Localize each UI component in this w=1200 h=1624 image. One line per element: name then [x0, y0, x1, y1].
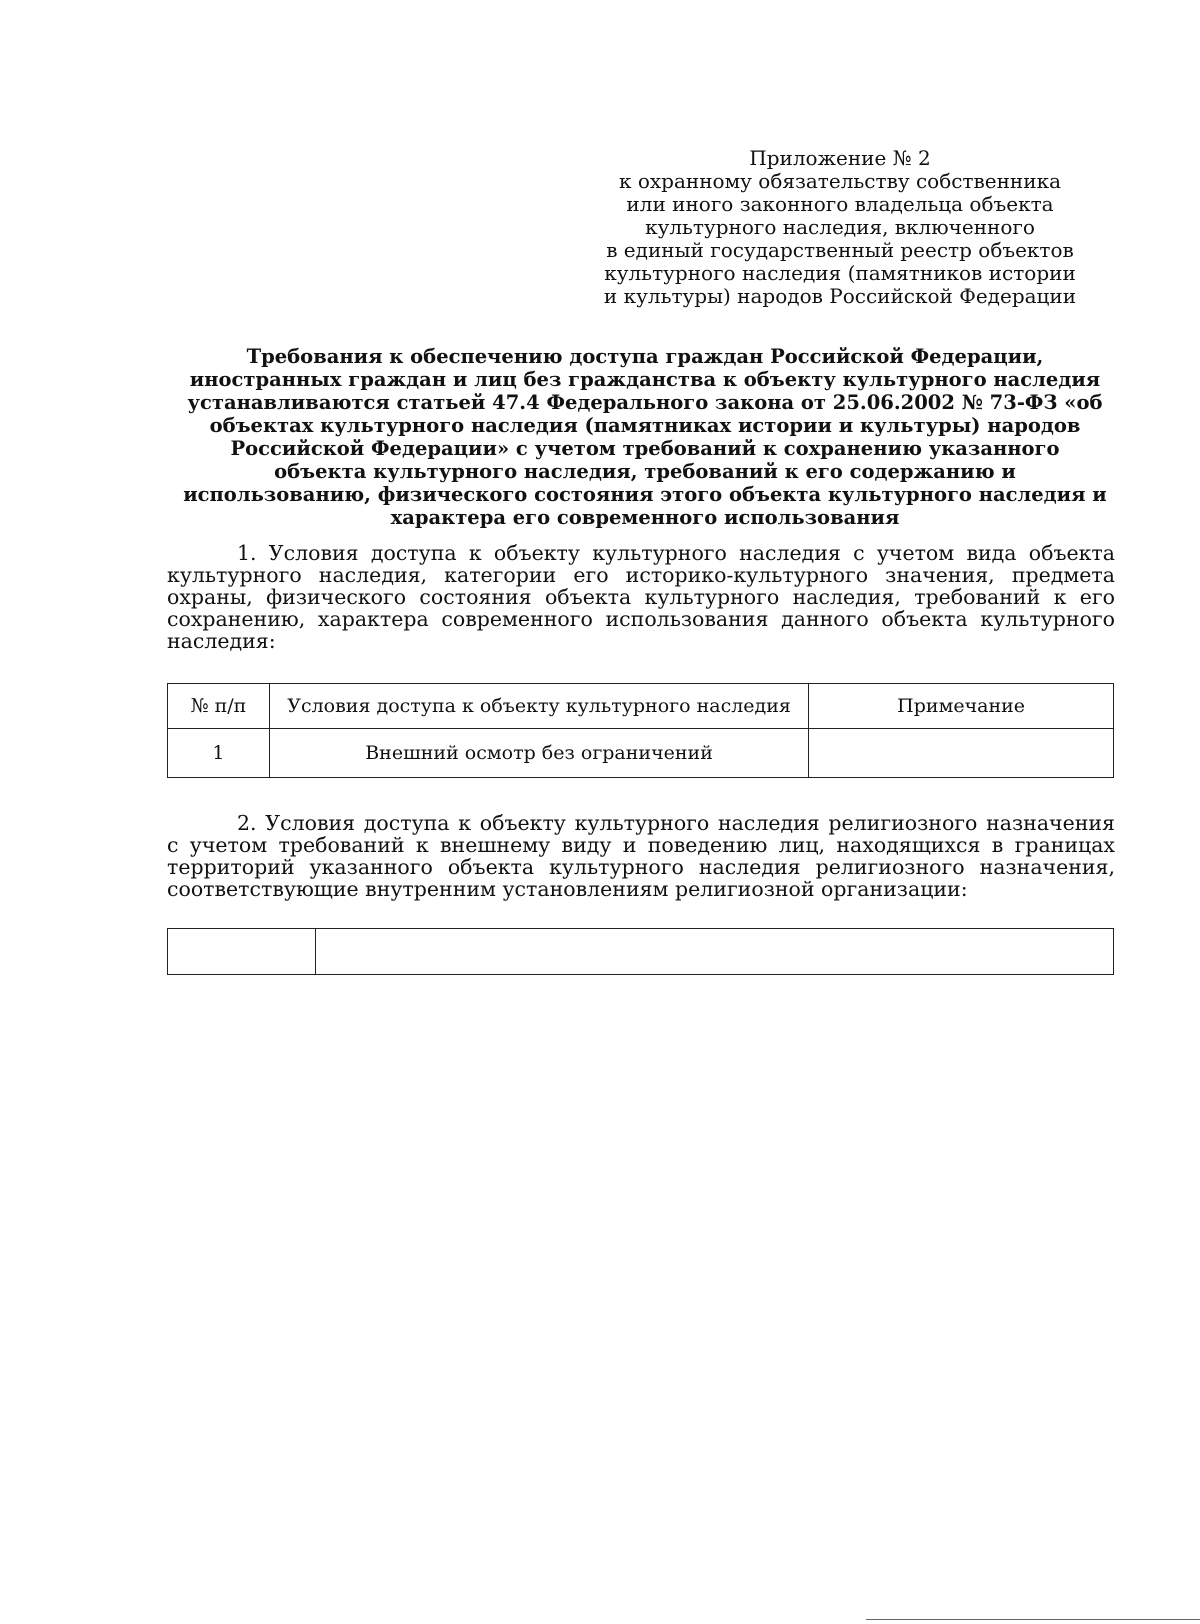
cell-number: 1 [168, 729, 270, 778]
heading-line: иностранных граждан и лиц без гражданства к объекту культурного наследия [189, 368, 1101, 391]
page-bottom-rule [866, 1619, 1200, 1620]
column-header-number: № п/п [168, 684, 270, 729]
appendix-line: к охранному обязательству собственника [618, 169, 1062, 193]
cell-note [809, 729, 1114, 778]
heading-line: характера его современного использования [390, 506, 900, 529]
heading-line: использованию, физического состояния этого объекта культурного наследия и [183, 483, 1107, 506]
appendix-note [585, 147, 1095, 308]
paragraph-line: охраны, физического состояния объекта культурного наследия, требований к его [167, 585, 1115, 609]
appendix-line: культурного наследия (памятников истории [604, 261, 1076, 285]
paragraph-line: сохранению, характера современного использования данного объекта культурного [167, 607, 1115, 631]
table-row [168, 729, 1114, 778]
column-header-conditions: Условия доступа к объекту культурного наследия [269, 684, 808, 729]
paragraph-line: территорий указанного объекта культурного наследия религиозного назначения, [167, 855, 1115, 879]
paragraph-line: соответствующие внутренним установлениям религиозной организации: [167, 877, 968, 901]
paragraph-line: 1. Условия доступа к объекту культурного наследия с учетом вида объекта [237, 541, 1115, 565]
column-header-note: Примечание [809, 684, 1114, 729]
heading-line: объекта культурного наследия, требований к его содержанию и [274, 460, 1016, 483]
paragraph-line: культурного наследия, категории его историко-культурного значения, предмета [167, 563, 1115, 587]
heading-line: объектах культурного наследия (памятниках истории и культуры) народов [209, 414, 1081, 437]
appendix-line: в единый государственный реестр объектов [606, 238, 1074, 262]
table-row [168, 929, 1114, 975]
section-2-paragraph [167, 812, 1115, 900]
religious-conditions-table [167, 928, 1114, 975]
document-heading [160, 345, 1130, 529]
empty-cell [168, 929, 316, 975]
section-1-paragraph [167, 542, 1115, 652]
empty-cell [315, 929, 1113, 975]
cell-conditions: Внешний осмотр без ограничений [269, 729, 808, 778]
heading-line: Требования к обеспечению доступа граждан Российской Федерации, [246, 345, 1044, 368]
appendix-line: культурного наследия, включенного [645, 215, 1035, 239]
paragraph-line: с учетом требований к внешнему виду и поведению лиц, находящихся в границах [167, 833, 1115, 857]
appendix-line: и культуры) народов Российской Федерации [603, 284, 1077, 308]
appendix-title: Приложение № 2 [749, 146, 931, 170]
heading-line: Российской Федерации» с учетом требований к сохранению указанного [230, 437, 1060, 460]
table-header-row [168, 684, 1114, 729]
paragraph-line: наследия: [167, 629, 276, 653]
paragraph-line: 2. Условия доступа к объекту культурного наследия религиозного назначения [237, 811, 1115, 835]
heading-line: устанавливаются статьей 47.4 Федерального закона от 25.06.2002 № 73-ФЗ «об [187, 391, 1103, 414]
access-conditions-table [167, 683, 1114, 778]
appendix-line: или иного законного владельца объекта [626, 192, 1054, 216]
